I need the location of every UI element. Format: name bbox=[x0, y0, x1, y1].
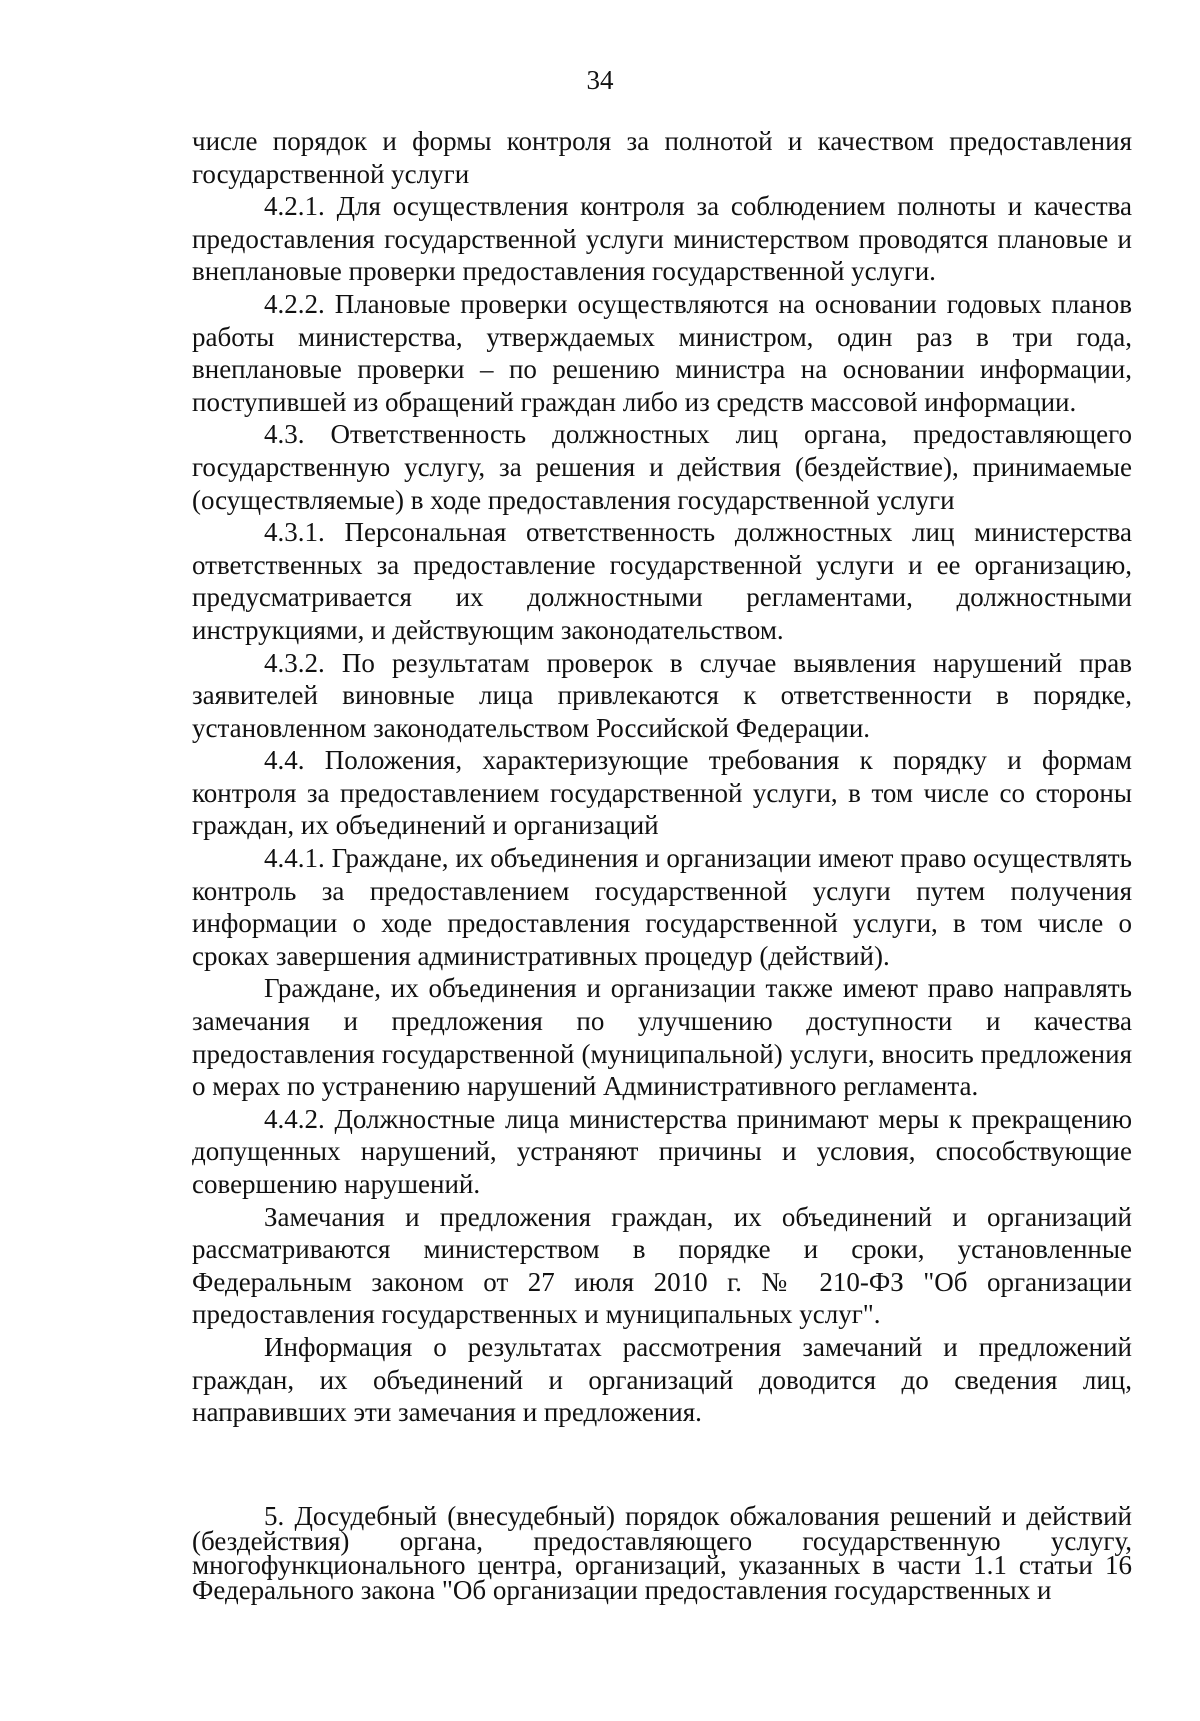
paragraph-4-3: 4.3. Ответственность должностных лиц органа, предоставляющего государственную услугу, за решения и действия (бездействие), принимаемые (осуществляемые) в ходе предоставления государственной услуги bbox=[192, 419, 1132, 515]
paragraph-remarks-review: Замечания и предложения граждан, их объединений и организаций рассматриваются министерством в порядке и сроки, установленные Федеральным законом от 27 июля 2010 г. № 210-ФЗ "Об организации предоставления государственных и муниципальных услуг". bbox=[192, 1201, 1132, 1330]
paragraph-4-4: 4.4. Положения, характеризующие требования к порядку и формам контроля за предоставлением государственной услуги, в том числе со стороны граждан, их объединений и организаций bbox=[192, 745, 1132, 841]
paragraph-citizens-rights: Граждане, их объединения и организации также имеют право направлять замечания и предложения по улучшению доступности и качества предоставления государственной (муниципальной) услуги, вносить предложения о мерах по устранению нарушений Административного регламента. bbox=[192, 973, 1132, 1102]
paragraph-4-2-1: 4.2.1. Для осуществления контроля за соблюдением полноты и качества предоставления государственной услуги министерством проводятся плановые и внеплановые проверки предоставления государственной услуги. bbox=[192, 191, 1132, 287]
paragraph-4-3-2: 4.3.2. По результатам проверок в случае выявления нарушений прав заявителей виновные лица привлекаются к ответственности в порядке, установленном законодательством Российской Федерации. bbox=[192, 647, 1132, 743]
page-number: 34 bbox=[586, 65, 614, 95]
paragraph-4-3-1: 4.3.1. Персональная ответственность должностных лиц министерства ответственных за предоставление государственной услуги и ее организацию, предусматривается их должностными регламентами, должностными инструкциями, и действующим законодательством. bbox=[192, 517, 1132, 645]
paragraph-4-4-1: 4.4.1. Граждане, их объединения и организации имеют право осуществлять контроль за предоставлением государственной услуги путем получения информации о ходе предоставления государственной услуги, в том числе о сроках завершения административных процедур (действий). bbox=[192, 843, 1132, 971]
section-5-heading: 5. Досудебный (внесудебный) порядок обжалования решений и действий (бездействия) органа, предоставляющего государственную услугу, многофункционального центра, организаций, указанных в части 1.1 статьи 16 Федерального закона "Об организации предоставления государственных и bbox=[192, 1501, 1132, 1605]
paragraph-4-4-2: 4.4.2. Должностные лица министерства принимают меры к прекращению допущенных нарушений, устраняют причины и условия, способствующие совершению нарушений. bbox=[192, 1103, 1132, 1199]
paragraph-review-results: Информация о результатах рассмотрения замечаний и предложений граждан, их объединений и организаций доводится до сведения лиц, направивших эти замечания и предложения. bbox=[192, 1331, 1132, 1428]
document-body bbox=[192, 125, 1132, 1429]
paragraph-continuation: числе порядок и формы контроля за полнотой и качеством предоставления государственной услуги bbox=[192, 126, 1132, 189]
paragraph-4-2-2: 4.2.2. Плановые проверки осуществляются на основании годовых планов работы министерства, утверждаемых министром, один раз в три года, внеплановые проверки – по решению министра на основании информации, поступившей из обращений граждан либо из средств массовой информации. bbox=[192, 288, 1132, 417]
